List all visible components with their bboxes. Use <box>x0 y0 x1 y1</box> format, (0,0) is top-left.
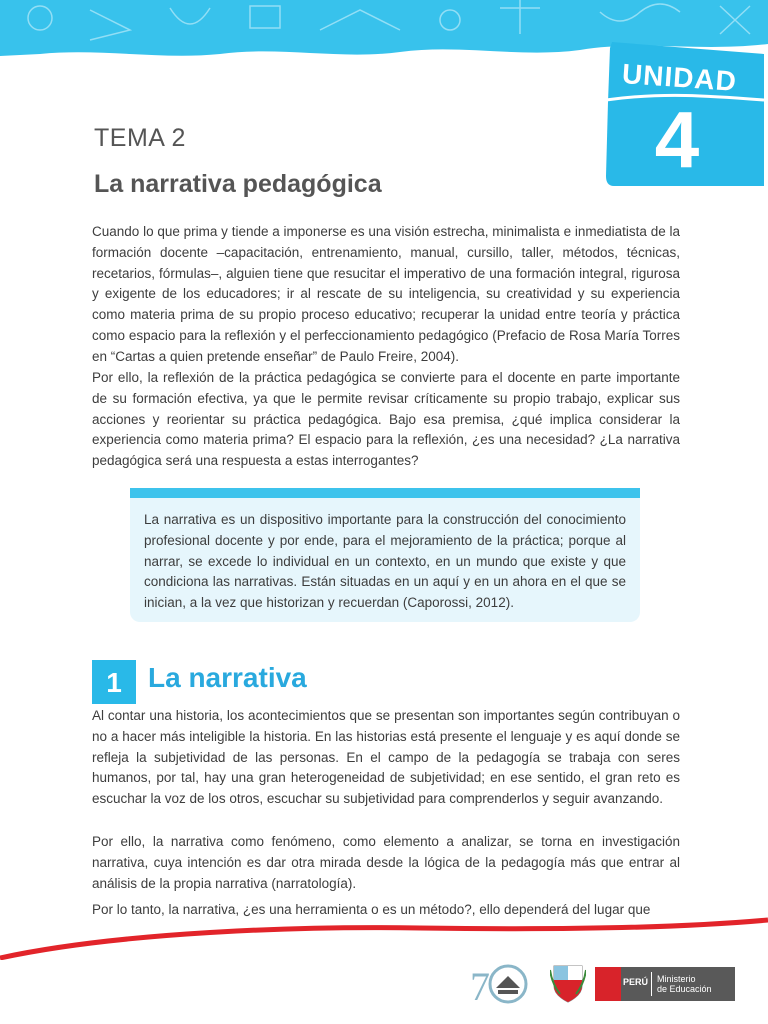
footer-curve <box>0 900 768 960</box>
section-number: 1 <box>92 660 136 704</box>
svg-text:7: 7 <box>470 964 490 1009</box>
intro-paragraph-2: Por ello, la reflexión de la práctica pedagógica se convierte para el docente en parte importante de su formación efectiva, ya que le permite revisar críticamente su propio trabajo, explicar sus acciones y reorientar su práctica pedagógica. Bajo esa premisa, ¿qué implica considerar la experiencia como materia prima? El espacio para la reflexión, ¿es una necesidad? ¿La narrativa pedagógica será una respuesta a estas interrogantes? <box>92 370 680 469</box>
peru-coat-of-arms-icon <box>550 960 586 1004</box>
section-paragraph-3: Por lo tanto, la narrativa, ¿es una herramienta o es un método?, ello dependerá del lugar que <box>92 902 651 917</box>
quote-text: La narrativa es un dispositivo importante para la construcción del conocimiento profesional docente y por ende, para el mejoramiento de la práctica; porque al narrar, se excede lo individual en un contexto, en un mundo que existe y que condiciona las narrativas. Están situadas en un aquí y en un ahora en el que se inician, a la vez que historizan y recuerdan (Caporossi, 2012). <box>144 512 626 611</box>
peru-label: PERÚ <box>623 977 649 987</box>
unesco-70-logo <box>468 960 538 1010</box>
unit-number: 4 <box>654 95 700 184</box>
section-title: La narrativa <box>148 662 307 693</box>
logo-divider <box>651 972 652 996</box>
peru-flag-block <box>595 967 621 1001</box>
minedu-logo <box>595 967 735 1001</box>
quote-accent-bar <box>130 488 640 498</box>
tema-label: TEMA 2 <box>94 124 186 152</box>
intro-paragraph-1: Cuando lo que prima y tiende a imponerse es una visión estrecha, minimalista e inmediatista de la formación docente –capacitación, entrenamiento, manual, cursillo, taller, métodos, técnicas, recetarios, fórmulas–, alguien tiene que resucitar el imperativo de una formación integral, rigurosa y exigente de los educadores; ir al rescate de su inteligencia, su creatividad y su experiencia como materia prima de su propio proceso educativo; recuperar la unidad entre teoría y práctica como espacio para la reflexión y el perfeccionamiento pedagógico (Prefacio de Rosa María Torres en “Cartas a quien pretende enseñar” de Paulo Freire, 2004). <box>92 224 680 364</box>
ministry-line-2: de Educación <box>657 984 712 994</box>
unit-label: UNIDAD <box>621 58 738 97</box>
section-paragraph-1: Al contar una historia, los acontecimientos que se presentan son importantes según contribuyan o no a hacer más inteligible la historia. En las historias está presente el lenguaje y es aquí donde se refleja la subjetividad de las personas. En el campo de la pedagogía se trabaja con seres humanos, por tal, hay una gran heterogeneidad de subjetividad; en ese sentido, el gran reto es escuchar la voz de los otros, escuchar su subjetividad para comprenderlos y seguir avanzando. <box>92 708 680 807</box>
unit-badge <box>602 42 764 186</box>
ministry-line-1: Ministerio <box>657 974 696 984</box>
section-paragraph-2: Por ello, la narrativa como fenómeno, como elemento a analizar, se torna en investigación narrativa, cuya intención es dar otra mirada desde la lógica de la pedagogía más que entrar al análisis de la propia narrativa (narratología). <box>92 834 680 891</box>
ministry-name <box>657 974 712 994</box>
page-title: La narrativa pedagógica <box>94 170 382 198</box>
